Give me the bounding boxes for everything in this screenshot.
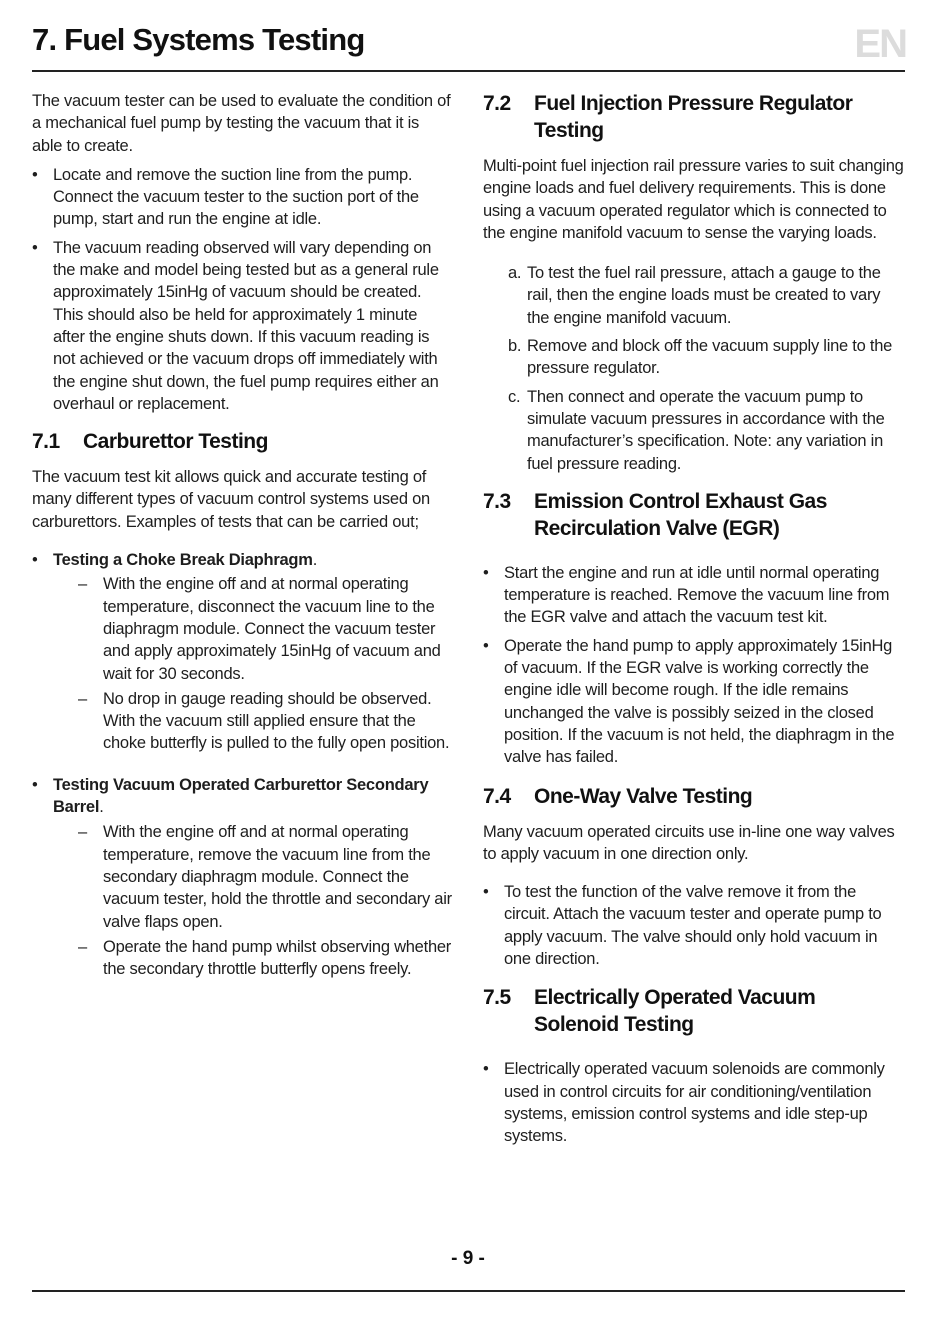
section-heading-7-5: [483, 984, 905, 1038]
header-divider: [32, 70, 905, 72]
section-intro: Multi-point fuel injection rail pressure varies to suit changing engine loads and fuel delivery requirements. This is done using a vacuum operated regulator which is connected to the engine manifold vacuum to sense the varying loads.: [483, 157, 904, 242]
language-badge: EN: [854, 22, 906, 66]
sub-list-item: – With the engine off and at normal operating temperature, remove the vacuum line from the secondary diaphragm module. Connect the vacuum tester, hold the throttle and secondary air valve flaps open.: [103, 821, 452, 932]
sub-list: [53, 821, 452, 980]
test-title: Testing a Choke Break Diaphragm: [53, 551, 313, 570]
section-number: 7.3: [483, 489, 511, 513]
list-item: • Start the engine and run at idle until normal operating temperature is reached. Remove the vacuum line from the EGR valve and attach the vacuum test kit.: [483, 562, 905, 629]
sub-list: [53, 573, 452, 754]
list-item-text: To test the fuel rail pressure, attach a gauge to the rail, then the engine loads must be created to vary the engine manifold vacuum.: [527, 264, 881, 327]
list-item: [508, 335, 905, 380]
page-number: - 9 -: [451, 1248, 485, 1269]
sub-list-item: – No drop in gauge reading should be observed. With the vacuum still applied ensure that the choke butterfly is pulled to the fully open position.: [103, 688, 452, 755]
list-item: [32, 549, 452, 755]
list-item: • Operate the hand pump to apply approximately 15inHg of vacuum. If the EGR valve is working correctly the engine idle will become rough. If the idle remains unchanged the valve is possibly seized in the closed position. If the vacuum is not held, the diaphragm in the valve has failed.: [483, 635, 905, 769]
egr-bullet-list: [483, 562, 905, 769]
list-item: • The vacuum reading observed will vary depending on the make and model being tested but as a general rule approximately 15inHg of vacuum should be created. This should also be held for approximately 1 minute after the engine shuts down. If this vacuum reading is not achieved or the vacuum drops off immediately with the engine shut down, the fuel pump requires either an overhaul or replacement.: [32, 237, 452, 415]
title-period: .: [312, 551, 318, 570]
solenoid-bullet-list: [483, 1058, 905, 1147]
page-title: 7. Fuel Systems Testing: [32, 22, 365, 57]
valve-bullet-list: [483, 881, 905, 970]
list-item: • Locate and remove the suction line from the pump. Connect the vacuum tester to the suction port of the pump, start and run the engine at idle.: [32, 164, 452, 231]
list-item: • Electrically operated vacuum solenoids are commonly used in control circuits for air conditioning/ventilation systems, emission control systems and idle step-up systems.: [483, 1058, 905, 1147]
footer-divider: [32, 1290, 905, 1292]
section-number: 7.2: [483, 92, 511, 115]
list-item: • To test the function of the valve remove it from the circuit. Attach the vacuum tester and operate pump to apply vacuum. The valve should only hold vacuum in one direction.: [483, 881, 905, 970]
section-title: Fuel Injection Pressure Regulator Testing: [534, 92, 853, 142]
section-title: One-Way Valve Testing: [534, 784, 753, 808]
section-heading-7-1: [32, 428, 452, 455]
test-title: Testing Vacuum Operated Carburettor Secondary Barrel: [53, 775, 429, 817]
section-number: 7.4: [483, 784, 511, 808]
intro-bullet-list: [32, 164, 452, 415]
section-heading-7-4: [483, 783, 905, 810]
section-heading-7-2: [483, 90, 905, 144]
list-item-text: Then connect and operate the vacuum pump to simulate vacuum pressures in accordance with the manufacturer’s specification. Note: any variation in fuel pressure reading.: [527, 387, 885, 473]
list-marker: b.: [508, 337, 522, 356]
right-column: [483, 90, 905, 1148]
regulator-steps-list: [483, 262, 905, 475]
section-intro: The vacuum test kit allows quick and accurate testing of many different types of vacuum control systems used on carburettors. Examples of tests that can be carried out;: [32, 468, 430, 531]
list-marker: a.: [508, 264, 522, 283]
section-number: 7.1: [32, 430, 60, 454]
sub-list-item: – With the engine off and at normal operating temperature, disconnect the vacuum line to the diaphragm module. Connect the vacuum tester and apply approximately 15inHg of vacuum and wait for 30 seconds.: [103, 573, 452, 684]
intro-paragraph: The vacuum tester can be used to evaluate the condition of a mechanical fuel pump by testing the vacuum that it is able to create.: [32, 92, 451, 155]
title-period: .: [99, 798, 104, 817]
list-item-text: Remove and block off the vacuum supply line to the pressure regulator.: [527, 337, 893, 378]
list-item: [32, 774, 452, 981]
list-item: [508, 262, 905, 329]
section-title: Carburettor Testing: [83, 430, 268, 454]
section-heading-7-3: [483, 488, 905, 542]
carburettor-tests-list: [32, 549, 452, 980]
section-number: 7.5: [483, 986, 511, 1010]
sub-list-item: – Operate the hand pump whilst observing whether the secondary throttle butterfly opens freely.: [103, 936, 452, 981]
list-marker: c.: [508, 387, 521, 406]
list-item: [508, 386, 905, 475]
left-column: [32, 90, 452, 980]
section-intro: Many vacuum operated circuits use in-line one way valves to apply vacuum in one direction only.: [483, 822, 895, 863]
section-title: Electrically Operated Vacuum Solenoid Testing: [534, 986, 816, 1037]
section-title: Emission Control Exhaust Gas Recirculation Valve (EGR): [534, 489, 827, 540]
